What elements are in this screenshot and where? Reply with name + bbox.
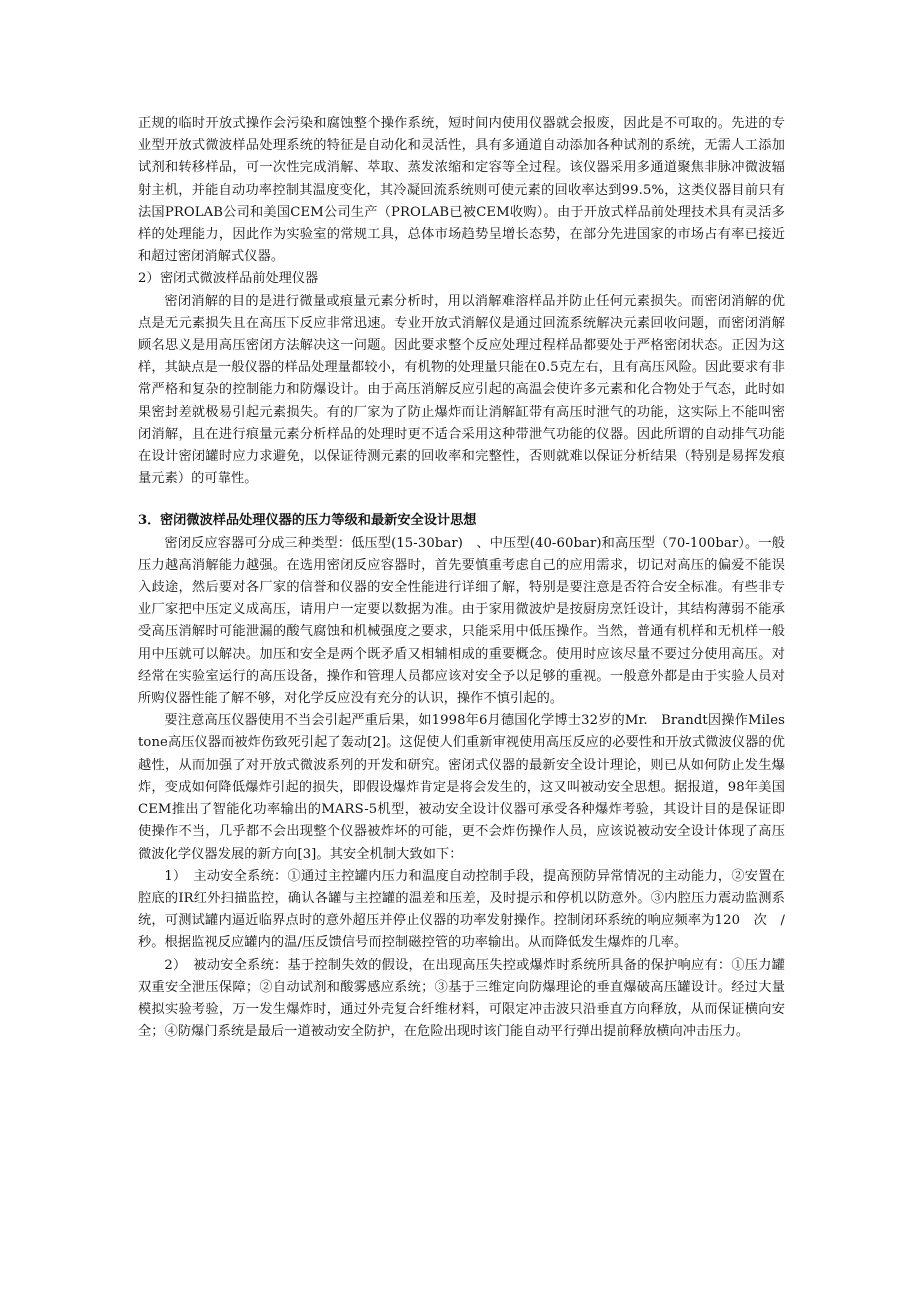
section-heading-pressure-safety <box>138 510 785 532</box>
section-title: 密闭微波样品处理仪器的压力等级和最新安全设计思想 <box>160 513 477 529</box>
active-safety-label: 1） 主动安全系统： <box>164 868 288 884</box>
paragraph-safety-design: 要注意高压仪器使用不当会引起严重后果，如1998年6月德国化学博士32岁的Mr. Brandt因操作Milestone高压仪器而被炸伤致死引起了轰动[2]。这促使人们重新审视使用高压反应的必要性和开放式微波仪器的优越性，从而加强了对开放式微波系列的开发和研究。密闭式仪器的最新安全设计理论，则已从如何防止发生爆炸，变成如何降低爆炸引起的损失，即假设爆炸肯定是将会发生的，这又叫被动安全思想。据报道，98年美国CEM推出了智能化功率输出的MARS-5机型，被动安全设计仪器可承受各种爆炸考验，其设计目的是保证即使操作不当，几乎都不会出现整个仪器被炸坏的可能，更不会炸伤操作人员，应该说被动安全设计体现了高压微波化学仪器发展的新方向[3]。其安全机制大致如下： <box>138 713 785 862</box>
section-number: 3． <box>138 513 161 529</box>
item-title: 密闭式微波样品前处理仪器 <box>160 271 319 287</box>
paragraph-open-microwave: 正规的临时开放式操作会污染和腐蚀整个操作系统，短时间内使用仪器就会报废，因此是不可取的。先进的专业型开放式微波样品处理系统的特征是自动化和灵活性，具有多通道自动添加各种试剂的系统，无需人工添加试剂和转移样品，可一次性完成消解、萃取、蒸发浓缩和定容等全过程。该仪器采用多通道聚焦非脉冲微波辐射主机，并能自动功率控制其温度变化，其冷凝回流系统则可使元素的回收率达到99.5%，这类仪器目前只有法国PROLAB公司和美国CEM公司生产（PROLAB已被CEM收购）。由于开放式样品前处理技术具有灵活多样的处理能力，因此作为实验室的常规工具，总体市场趋势呈增长态势，在部分先进国家的市场占有率已接近和超过密闭消解式仪器。 <box>138 116 785 265</box>
active-safety-item <box>138 866 799 955</box>
passive-safety-label: 2） 被动安全系统： <box>164 957 288 973</box>
paragraph-closed-digestion: 密闭消解的目的是进行微量或痕量元素分析时，用以消解难溶样品并防止任何元素损失。而密闭消解的优点是无元素损失且在高压下反应非常迅速。专业开放式消解仪是通过回流系统解决元素回收问题，而密闭消解顾名思义是用高压密闭方法解决这一问题。因此要求整个反应处理过程样品都要处于严格密闭状态。正因为这样，其缺点是一般仪器的样品处理量都较小，有机物的处理量只能在0.5克左右，且有高压风险。因此要求有非常严格和复杂的控制能力和防爆设计。由于高压消解反应引起的高温会使许多元素和化合物处于气态，此时如果密封差就极易引起元素损失。有的厂家为了防止爆炸而让消解缸带有高压时泄气的功能，这实际上不能叫密闭消解，且在进行痕量元素分析样品的处理时更不适合采用这种带泄气功能的仪器。因此所谓的自动排气功能在设计密闭罐时应力求避免，以保证待测元素的回收率和完整性，否则就难以保证分析结果（特别是易挥发痕量元素）的可靠性。 <box>138 293 785 487</box>
item-closed-microwave-heading <box>138 268 785 290</box>
passive-safety-text: 基于控制失效的假设，在出现高压失控或爆炸时系统所具备的保护响应有：①压力罐双重安全泄压保障；②自动试剂和酸雾感应系统；③基于三维定向防爆理论的垂直爆破高压罐设计。经过大量模拟实验考验，万一发生爆炸时，通过外壳复合纤维材料，可限定冲击波只沿垂直方向释放，从而保证横向安全；④防爆门系统是最后一道被动安全防护，在危险出现时该门能自动平行弹出提前释放横向冲击压力。 <box>138 957 785 1040</box>
paragraph-pressure-types: 密闭反应容器可分成三种类型：低压型(15-30bar) 、中压型(40-60bar)和高压型（70-100bar）。一般压力越高消解能力越强。在选用密闭反应容器时，首先要慎重考虑自己的应用需求，切记对高压的偏爱不能误入歧途，然后要对各厂家的信誉和仪器的安全性能进行详细了解，特别是要注意是否符合安全标准。有些非专业厂家把中压定义成高压，请用户一定要以数据为准。由于家用微波炉是按厨房烹饪设计，其结构薄弱不能承受高压消解时可能泄漏的酸气腐蚀和机械强度之要求，只能采用中低压操作。当然，普通有机样和无机样一般用中压就可以解决。加压和安全是两个既矛盾又相辅相成的重要概念。使用时应该尽量不要过分使用高压。对经常在实验室运行的高压设备，操作和管理人员都应该对安全予以足够的重视。一般意外都是由于实验人员对所购仪器性能了解不够，对化学反应没有充分的认识，操作不慎引起的。 <box>138 535 785 707</box>
document-body <box>138 113 799 1043</box>
item-number: 2） <box>138 271 160 287</box>
active-safety-text: ①通过主控罐内压力和温度自动控制手段，提高预防异常情况的主动能力，②安置在腔底的IR红外扫描监控，确认各罐与主控罐的温差和压差，及时提示和停机以防意外。③内腔压力震动监测系统，可测试罐内逼近临界点时的意外超压并停止仪器的功率发射操作。控制闭环系统的响应频率为120 次 / 秒。根据监视反应罐内的温/压反馈信号而控制磁控管的功率输出。从而降低发生爆炸的几率。 <box>138 868 799 951</box>
passive-safety-item <box>138 955 785 1044</box>
